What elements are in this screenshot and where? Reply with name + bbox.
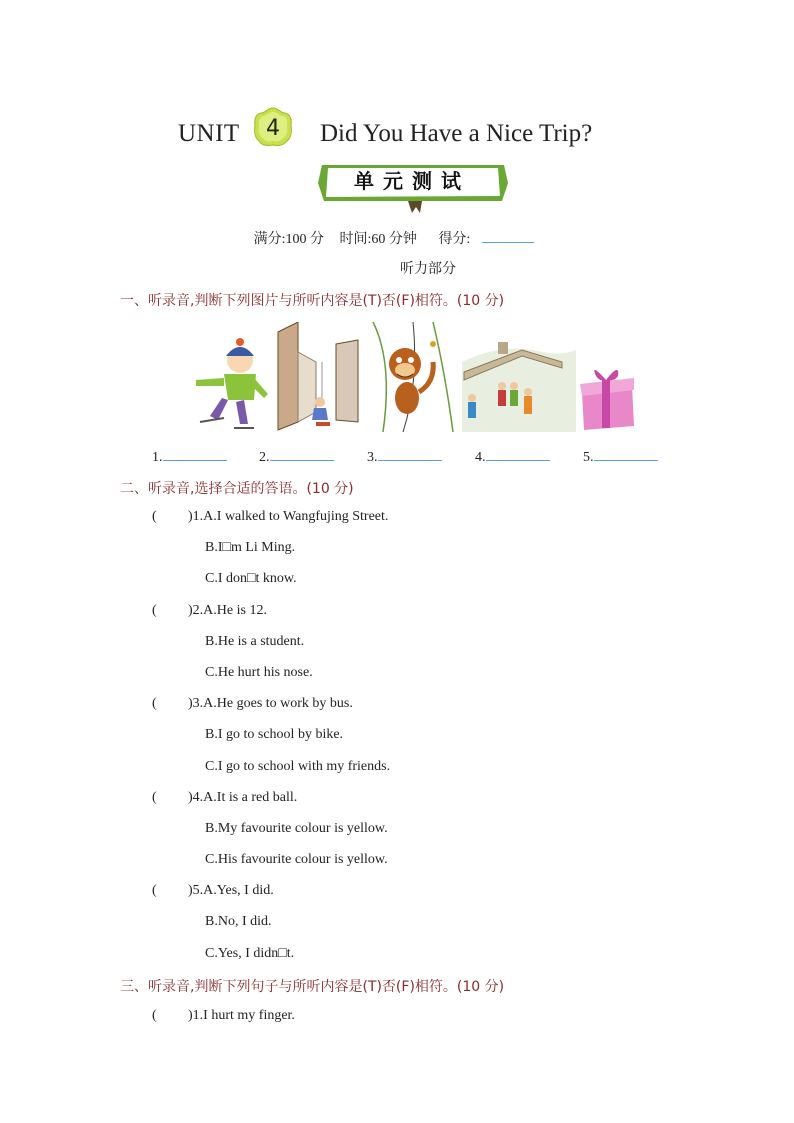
question-row: ( )2.A.He is 12.: [152, 603, 267, 618]
unit-number-badge: [252, 106, 294, 148]
answer-paren[interactable]: (: [152, 790, 157, 805]
great-wall-picture: [462, 322, 576, 432]
answer-paren[interactable]: (: [152, 603, 157, 618]
question-row: ( )1.A.I walked to Wangfujing Street.: [152, 509, 389, 524]
question-row: ( )1.I hurt my finger.: [152, 1008, 295, 1023]
option-b[interactable]: B.My favourite colour is yellow.: [205, 821, 388, 836]
question-row: ( )3.A.He goes to work by bus.: [152, 696, 353, 711]
reading-girl-street-picture: [276, 322, 360, 432]
option-c[interactable]: C.I go to school with my friends.: [205, 759, 391, 774]
question-row: ( )4.A.It is a red ball.: [152, 790, 298, 805]
option-c[interactable]: C.His favourite colour is yellow.: [205, 852, 388, 867]
section1-answer-blanks: [0, 448, 794, 468]
option-a[interactable]: A.He is 12.: [203, 603, 267, 618]
unit-number: 4: [266, 116, 280, 141]
exam-meta: [0, 228, 794, 248]
listening-subheading: 听力部分: [400, 262, 456, 277]
answer-blank-2[interactable]: 2.: [259, 448, 334, 466]
option-c[interactable]: C.He hurt his nose.: [205, 665, 313, 680]
answer-blank-3[interactable]: 3.: [367, 448, 442, 466]
score-blank[interactable]: [482, 230, 534, 243]
option-c[interactable]: C.Yes, I didn□t.: [205, 946, 295, 961]
title-row: [0, 106, 794, 160]
section3-title: 三、听录音,判断下列句子与所听内容是(T)否(F)相符。(10 分): [120, 979, 505, 995]
option-a[interactable]: A.It is a red ball.: [203, 790, 298, 805]
time-limit: 时间:60 分钟: [339, 232, 417, 247]
option-b[interactable]: B.No, I did.: [205, 914, 272, 929]
unit-title: Did You Have a Nice Trip?: [320, 120, 593, 147]
statement-text: I hurt my finger.: [203, 1008, 295, 1023]
gift-box-picture: [576, 322, 638, 432]
option-a[interactable]: A.He goes to work by bus.: [203, 696, 353, 711]
section1-pictures: [188, 322, 638, 432]
answer-blank-1[interactable]: 1.: [152, 448, 227, 466]
answer-blank-4[interactable]: 4.: [475, 448, 550, 466]
unit-word: UNIT: [178, 120, 240, 147]
section2-title: 二、听录音,选择合适的答语。(10 分): [120, 481, 354, 497]
option-a[interactable]: A.I walked to Wangfujing Street.: [203, 509, 389, 524]
full-score: 满分:100 分: [253, 232, 325, 247]
skating-boy-picture: [188, 322, 272, 432]
question-row: ( )5.A.Yes, I did.: [152, 883, 274, 898]
score-label: 得分:: [438, 232, 471, 247]
monkey-picture: [363, 322, 459, 432]
option-c[interactable]: C.I don□t know.: [205, 571, 297, 586]
answer-paren[interactable]: (: [152, 696, 157, 711]
option-a[interactable]: A.Yes, I did.: [203, 883, 274, 898]
score-field: [432, 232, 540, 247]
answer-paren[interactable]: (: [152, 883, 157, 898]
unit-test-banner: [316, 163, 510, 213]
section1-title: 一、听录音,判断下列图片与所听内容是(T)否(F)相符。(10 分): [120, 293, 505, 309]
answer-paren[interactable]: (: [152, 1008, 157, 1023]
option-b[interactable]: B.I go to school by bike.: [205, 727, 344, 742]
option-b[interactable]: B.He is a student.: [205, 634, 305, 649]
answer-blank-5[interactable]: 5.: [583, 448, 658, 466]
banner-text: 单元测试: [354, 169, 470, 193]
answer-paren[interactable]: (: [152, 509, 157, 524]
option-b[interactable]: B.I□m Li Ming.: [205, 540, 296, 555]
